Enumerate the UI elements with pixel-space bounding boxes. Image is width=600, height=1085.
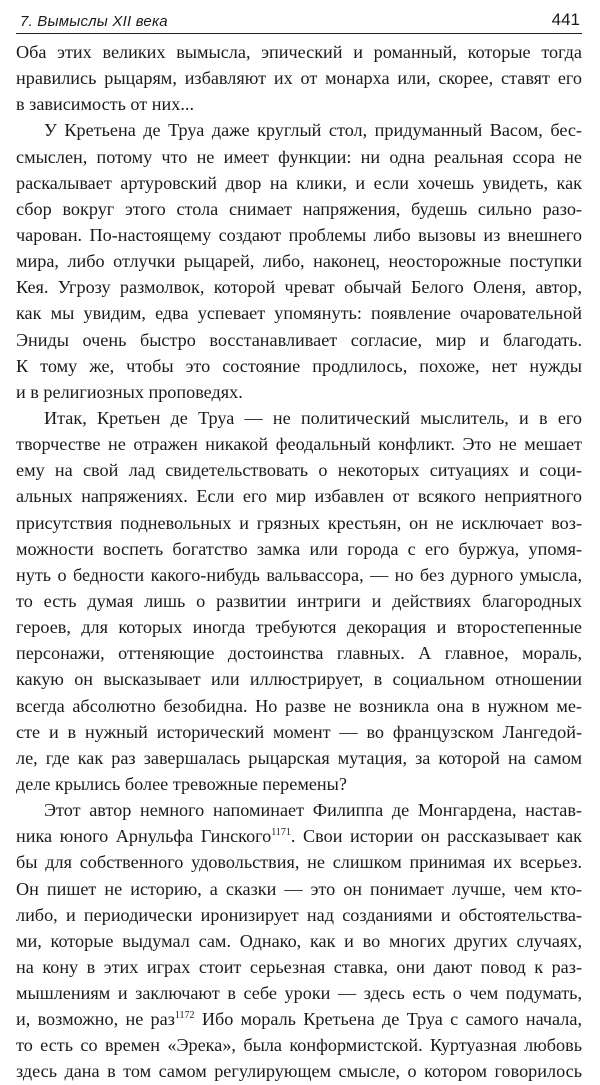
text-line [16, 39, 582, 65]
text-line [16, 65, 582, 91]
text-line [16, 640, 582, 666]
text-line [16, 144, 582, 170]
text-line-content: нуть о бедности какого-нибудь вальвассора, — но без дурного умысла, [16, 564, 582, 585]
text-line [16, 771, 582, 797]
text-line-content: ему на свой лад свидетельствовать о некоторых ситуациях и соци- [16, 460, 582, 481]
text-line [16, 327, 582, 353]
text-line [16, 666, 582, 692]
text-line [16, 693, 582, 719]
text-line-content: персонажи, оттеняющие достоинства главных. А главное, мораль, [16, 643, 582, 664]
text-line-content: сте и в нужный исторический момент — во французском Лангедой- [16, 721, 582, 742]
text-line [16, 823, 582, 849]
text-line [16, 300, 582, 326]
text-line-content: и, возможно, не раз [16, 1009, 175, 1030]
text-line [16, 614, 582, 640]
text-line-content: то есть думая лишь о развитии интриги и действиях благородных [16, 590, 582, 611]
text-line-content: чарован. По-настоящему создают проблемы либо вызовы из внешнего [16, 224, 582, 245]
text-line [16, 536, 582, 562]
text-line [16, 170, 582, 196]
body-text [16, 39, 582, 1085]
text-line [16, 117, 582, 143]
running-head: 7. Вымыслы XII века [20, 13, 168, 30]
text-line [16, 1032, 582, 1058]
text-line [16, 457, 582, 483]
page-number: 441 [551, 10, 580, 29]
text-line-content: Этот автор немного напоминает Филиппа де Монгардена, настав- [44, 800, 582, 821]
text-line-content: раскалывает артуровский двор на клики, и если хочешь увидеть, как [16, 172, 582, 193]
text-line-content: либо, и периодически иронизирует над созданиями и обстоятельства- [16, 904, 582, 925]
text-line-content: У Кретьена де Труа даже круглый стол, придуманный Васом, бес- [44, 120, 582, 141]
text-line-content: ника юного Арнульфа Гинского [16, 826, 272, 847]
text-line-content: в зависимость от них... [16, 94, 194, 115]
text-line [16, 274, 582, 300]
footnote-marker: 1172 [174, 1010, 195, 1022]
text-line-content: Он пишет не историю, а сказки — это он понимает лучше, чем кто- [16, 878, 582, 899]
text-line-content: альных напряжениях. Если его мир избавлен от всякого неприятного [16, 486, 582, 507]
text-line [16, 222, 582, 248]
text-line [16, 483, 582, 509]
text-line-content: мира, либо отлучки рыцарей, либо, наконец, неосторожные поступки [16, 251, 582, 272]
text-line-content: можности воспеть богатство замка или города с его буржуа, упомя- [16, 538, 582, 559]
text-line-continuation: Ибо мораль Кретьена де Труа с самого начала, [194, 1009, 582, 1030]
text-line-continuation: . Свои истории он рассказывает как [290, 826, 582, 847]
text-line-content: присутствия подневольных и грязных крестьян, он не исключает воз- [16, 512, 582, 533]
text-line-content: мышлениям и заключают в себе уроки — здесь есть о чем подумать, [16, 983, 582, 1004]
text-line [16, 980, 582, 1006]
text-line [16, 849, 582, 875]
text-line [16, 719, 582, 745]
text-line [16, 248, 582, 274]
text-line-content: К тому же, чтобы это состояние продлилось, похоже, нет нужды [16, 355, 582, 376]
text-line-content: здесь дана в том самом регулирующем смысле, о котором говорилось [16, 1061, 582, 1082]
text-line [16, 745, 582, 771]
text-line [16, 1058, 582, 1084]
footnote-marker: 1171 [271, 827, 291, 839]
text-line [16, 379, 582, 405]
page-header [16, 8, 582, 34]
text-line-content: нравились рыцарям, избавляют их от монарха или, скорее, ставят его [16, 68, 582, 89]
text-line-content: всегда абсолютно безобидна. Но разве не возникла она в нужном ме- [16, 695, 582, 716]
text-line-content: на кону в этих играх стоит серьезная ставка, они дают повод к раз- [16, 956, 582, 977]
text-line [16, 196, 582, 222]
text-line-content: ми, которые выдумал сам. Однако, как и во многих других случаях, [16, 930, 582, 951]
text-line-content: смыслен, потому что не имеет функции: ни одна реальная ссора не [16, 146, 582, 167]
text-line-content: и в религиозных проповедях. [16, 381, 243, 402]
text-line [16, 588, 582, 614]
text-line [16, 510, 582, 536]
text-line-content: ле, где как раз завершалась рыцарская мутация, за которой на самом [16, 747, 582, 768]
text-line [16, 405, 582, 431]
text-line-content: Итак, Кретьен де Труа — не политический мыслитель, и в его [44, 407, 582, 428]
text-line [16, 797, 582, 823]
text-line [16, 431, 582, 457]
text-line [16, 902, 582, 928]
text-line-content: как мы увидим, едва успевает упомянуть: появление очаровательной [16, 303, 582, 324]
text-line-content: сбор вокруг этого стола снимает напряжения, будешь сильно разо- [16, 198, 582, 219]
text-line-content: какую он высказывает или иллюстрирует, в социальном отношении [16, 669, 582, 690]
text-line [16, 876, 582, 902]
text-line [16, 928, 582, 954]
text-line [16, 91, 582, 117]
text-line-content: Оба этих великих вымысла, эпический и романный, которые тогда [16, 42, 582, 62]
text-line [16, 562, 582, 588]
text-line-content: то есть со времен «Эрека», была конформистской. Куртуазная любовь [16, 1035, 582, 1056]
text-line-content: Эниды очень быстро восстанавливает согласие, мир и благодать. [16, 329, 582, 350]
text-line [16, 954, 582, 980]
text-line-content: творчестве не отражен никакой феодальный конфликт. Это не мешает [16, 434, 582, 455]
text-line-content: героев, для которых иногда требуются декорация и второстепенные [16, 617, 582, 638]
text-line-content: Кея. Угрозу размолвок, которой чреват обычай Белого Оленя, автор, [16, 277, 582, 298]
text-line [16, 353, 582, 379]
text-line [16, 1006, 582, 1032]
text-line-content: бы для собственного удовольствия, не слишком принимая их всерьез. [16, 852, 582, 873]
text-line-content: деле крылись более тревожные перемены? [16, 773, 347, 794]
